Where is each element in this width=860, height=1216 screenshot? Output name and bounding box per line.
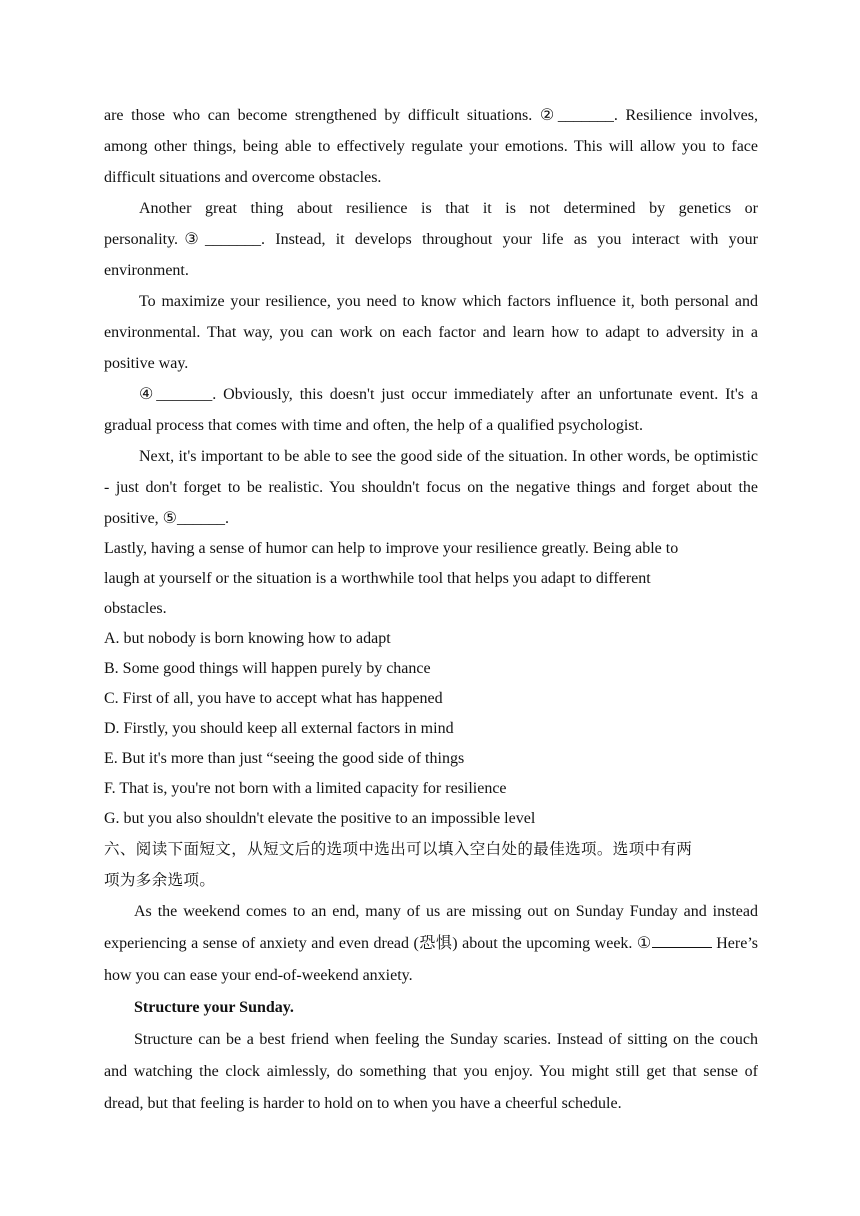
blank-marker-1: ① [636,935,652,952]
option-e: E. But it's more than just “seeing the good side of things [104,750,465,767]
intro-text-b: Here’s how you can ease your end-of-weekend anxiety. [104,935,759,984]
paragraph-structure: Structure can be a best friend when feeling the Sunday scaries. Instead of sitting on the couch and watching the clock aimlessly, do something that you enjoy. You might still get that sense of dread, but that feeling is harder to hold on to when you have a cheerful schedule. [104,1031,758,1112]
section-six-instruction [104,834,758,896]
intro-text-a: As the weekend comes to an end, many of us are missing out on Sunday Funday and instead experiencing a sense of anxiety and even dread (恐惧) about the upcoming week. [104,903,758,952]
section-six-instruction-line-1: 六、阅读下面短文，从短文后的选项中选出可以填入空白处的最佳选项。选项中有两 [104,840,693,858]
paragraph-lastly [104,534,758,624]
paragraph-genetics: Another great thing about resilience is that it is not determined by genetics or personality.③_______. Instead, it develops throughout your life as you interact with your environment. [104,200,758,279]
option-f: F. That is, you're not born with a limited capacity for resilience [104,780,507,797]
heading-structure-sunday: Structure your Sunday. [134,999,294,1016]
option-b: B. Some good things will happen purely by chance [104,660,431,677]
option-d: D. Firstly, you should keep all external factors in mind [104,720,454,737]
paragraph-resilience-continued: are those who can become strengthened by difficult situations. ②_______. Resilience involves, among other things, being able to effectively regulate your emotions. This will allow you to face difficult situations and overcome obstacles. [104,107,758,186]
paragraph-next: Next, it's important to be able to see the good side of the situation. In other words, be optimistic - just don't forget to be realistic. You shouldn't focus on the negative things and forget about the positive, ⑤______. [104,448,758,527]
paragraph-obviously: ④_______. Obviously, this doesn't just occur immediately after an unfortunate event. It's a gradual process that comes with time and often, the help of a qualified psychologist. [104,386,758,434]
document-page [104,100,758,1120]
option-a: A. but nobody is born knowing how to adapt [104,630,391,647]
paragraph-lastly-line-1: Lastly, having a sense of humor can help to improve your resilience greatly. Being able to [104,540,679,557]
blank-line-1 [652,933,712,948]
paragraph-maximize: To maximize your resilience, you need to know which factors influence it, both personal and environmental. That way, you can work on each factor and learn how to adapt to adversity in a positive way. [104,293,758,372]
option-g: G. but you also shouldn't elevate the positive to an impossible level [104,810,536,827]
paragraph-lastly-line-2: laugh at yourself or the situation is a worthwhile tool that helps you adapt to different [104,570,651,587]
paragraph-lastly-line-3: obstacles. [104,600,167,617]
options-list [104,624,758,834]
paragraph-weekend-intro [104,896,758,992]
section-six-instruction-line-2: 项为多余选项。 [104,871,216,889]
option-c: C. First of all, you have to accept what has happened [104,690,443,707]
